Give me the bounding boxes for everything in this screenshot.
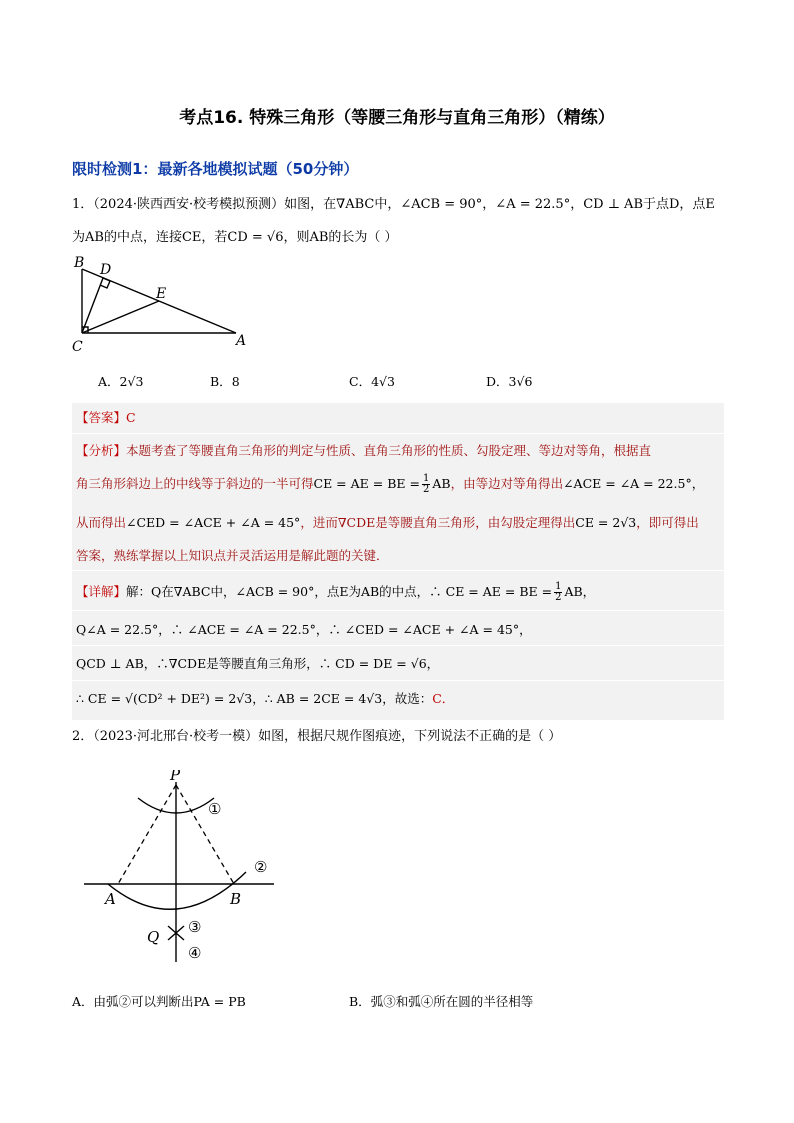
q1-option-c[interactable]: C．4√3 bbox=[349, 374, 395, 389]
label-a: A bbox=[236, 333, 247, 349]
label-b: B bbox=[74, 255, 85, 271]
section-heading: 限时检测1：最新各地模拟试题（50分钟） bbox=[72, 160, 359, 178]
label-a2: A bbox=[105, 890, 116, 908]
marker-4: ④ bbox=[188, 944, 202, 962]
page-title: 考点16. 特殊三角形（等腰三角形与直角三角形）（精练） bbox=[179, 108, 615, 128]
analysis-line-2: 角三角形斜边上的中线等于斜边的一半可得CE = AE = BE = $\frac{1}{2}$ AB，由等边对等角得出∠ACE = ∠A = 22.5°， bbox=[76, 473, 705, 495]
analysis-line-1: 【分析】本题考查了等腰直角三角形的判定与性质、直角三角形的性质、勾股定理、等边对等角，根据直 bbox=[76, 443, 652, 458]
arc-2 bbox=[108, 872, 246, 909]
detail-tag: 【详解】 bbox=[76, 584, 127, 599]
detail-line-4: ∴ CE = √(CD² + DE²) = 2√3，∴ AB = 2CE = 4√3，故选：C． bbox=[76, 691, 455, 706]
marker-2: ② bbox=[254, 858, 268, 876]
analysis-line-4: 答案，熟练掌握以上知识点并灵活运用是解此题的关键． bbox=[76, 548, 389, 563]
answer-value: C bbox=[126, 410, 136, 425]
dashed-pa bbox=[118, 785, 176, 884]
answer-line bbox=[76, 408, 722, 428]
detail-line-3: QCD ⊥ AB，∴∇CDE是等腰直角三角形，∴ CD = DE = √6， bbox=[76, 656, 440, 671]
label-b2: B bbox=[230, 890, 242, 908]
q1-option-b[interactable]: B．8 bbox=[210, 374, 240, 389]
question-2-line-1: 2．（2023·河北邢台·校考一模）如图，根据尺规作图痕迹，下列说法不正确的是（ ） bbox=[72, 729, 562, 744]
marker-1: ① bbox=[208, 800, 222, 818]
dashed-pb bbox=[176, 785, 234, 884]
marker-3: ③ bbox=[188, 918, 202, 936]
label-q: Q bbox=[147, 928, 160, 946]
q1-option-d[interactable]: D．3√6 bbox=[486, 374, 533, 389]
label-d: D bbox=[100, 262, 112, 278]
label-c: C bbox=[72, 339, 83, 355]
q2-option-b[interactable]: B．弧③和弧④所在圆的半径相等 bbox=[349, 994, 534, 1009]
q1-option-a[interactable]: A．2√3 bbox=[98, 374, 144, 389]
question-1-line-2: 为AB的中点，连接CE，若CD = √6，则AB的长为（ ） bbox=[72, 230, 398, 245]
detail-line-1: 【详解】解：Q在∇ABC中，∠ACB = 90°，点E为AB的中点，∴ CE = AE = BE = $\frac{1}{2}$ AB， bbox=[76, 581, 596, 603]
label-e: E bbox=[156, 286, 167, 302]
segment-ce bbox=[82, 301, 159, 333]
question-1-line-1: 1．（2024·陕西西安·校考模拟预测）如图，在∇ABC中，∠ACB = 90°，∠A = 22.5°，CD ⊥ AB于点D，点E bbox=[72, 197, 715, 212]
analysis-line-3: 从而得出∠CED = ∠ACE + ∠A = 45°，进而∇CDE是等腰直角三角形，由勾股定理得出CE = 2√3，即可得出 bbox=[76, 515, 699, 530]
figure-triangle-abc bbox=[70, 250, 260, 360]
q2-option-a[interactable]: A．由弧②可以判断出PA = PB bbox=[72, 994, 246, 1009]
detail-line-2: Q∠A = 22.5°，∴ ∠ACE = ∠A = 22.5°，∴ ∠CED = ∠ACE + ∠A = 45°， bbox=[76, 622, 532, 637]
figure-compass-construction bbox=[80, 770, 290, 975]
analysis-tag: 【分析】 bbox=[76, 443, 127, 458]
segment-cd bbox=[82, 278, 103, 333]
answer-tag: 【答案】 bbox=[76, 410, 127, 425]
label-p: P bbox=[170, 770, 181, 784]
